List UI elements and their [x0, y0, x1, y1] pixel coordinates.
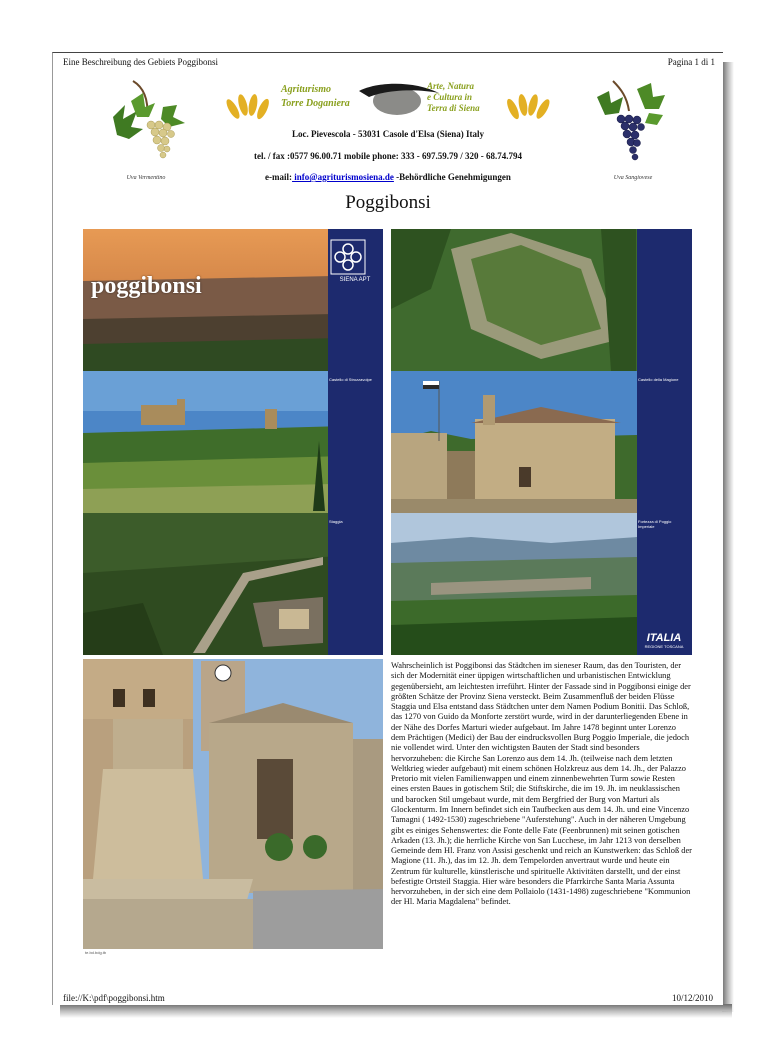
red-grape-caption: Uva Sangiovese [613, 175, 653, 181]
caption-staggia: Staggia [329, 519, 343, 524]
address-line: Loc. Pievescola - 53031 Casole d'Elsa (Siena) Italy [292, 129, 484, 139]
phone-line: tel. / fax :0577 96.00.71 mobile phone: 333 - 697.59.79 / 320 - 68.74.794 [254, 151, 522, 161]
caption-strozzavolpe: Castello di Strozzavolpe [329, 377, 372, 382]
page-shadow-right [722, 62, 734, 1012]
email-suffix: -Behördliche Genehmigungen [393, 172, 511, 182]
print-header-title: Eine Beschreibung des Gebiets Poggibonsi [63, 57, 218, 67]
page-shadow-bottom [60, 1004, 732, 1018]
slogan-line2: e Cultura in [427, 92, 473, 102]
brand-name-line2: Torre Doganiera [281, 98, 350, 109]
print-footer-date: 10/12/2010 [671, 993, 713, 1003]
caption-poggio-imperiale: Fortezza di Poggio Imperiale [638, 519, 672, 529]
description-text: Wahrscheinlich ist Poggibonsi das Städtchen im sieneser Raum, das den Touristen, der sich der Modernität einer üppigen wirtschaftlichen und urbanistischen Entwicklung gegenübersieht, am leichtesten irreführt. Hinter der Fassade sind in Poggibonsi einige der größten Schätze der Provinz Siena versteckt. Beim Zusammenfluß der beiden Flüsse Staggia und Elsa entstand dass Städtchen unter dem Namen Podium Bonitii. Das Schloß, das 1270 von Guido da Monforte zerstört wurde, wird in der darunterliegenden Ebene in der Nähe des Dorfes Marturi wieder aufgebaut. Im Jahre 1478 beginnt unter Lorenzo dem Prächtigen (Medici) der Bau der eindrucksvollen Burg Poggio Imperiale, die jedoch nie vollendet wird. Unter den wichtigsten Bauten der Stadt sind besonders hervorzuheben: die Kirche San Lorenzo aus dem 14. Jh. (teilweise nach dem letzten Weltkrieg wieder aufgebaut) mit einem schönen Holzkreuz aus dem 14. Jh., der Palazzo Pretorio mit vielen Familienwappen und einem zinnenbewehrten Turm sowie Resten eines ersten Baues in gotischem Stil; die Stiftskirche, die im 19. Jh. im neuklassischen und barocken Stil umgebaut wurde, mit dem Bergfried der Burg von Marturi als Glockenturm. Im Innern befindet sich ein Taufbecken aus dem 14. Jh. und eine Vincenzo Tamagni ( 1492-1530) zugeschriebene "Auferstehung". Auch in der näheren Umgebung gibt es einiges Sehenswertes: die Fonte delle Fate (Feenbrunnen) mit seinen gotischen Arkaden (13. Jh.); die herrliche Kirche von San Lucchese, im Jahr 1213 von derselben Gemeinde dem Hl. Franz von Assisi geschenkt und reich an Kunstwerken: das Schloß der Magione (11. Jh.), das im 12. Jh. dem Tempelorden anvertraut wurde und heute ein Zentrum für kulturelle, künstlerische und spirituelle Aktivitäten darstellt, und der einst befestigte Ortsteil Staggia. Hier wäre besonders die Pfarrkirche Santa Maria Assunta hervorzuheben, in der sich eine dem Pollaiolo (1431-1498) zugeschriebene "Kommunion der Hl. Maria Magdalena" befindet. [391, 661, 692, 907]
italia-logo [639, 632, 689, 649]
siena-apt-icon [330, 239, 366, 275]
white-grape-caption: Uva Vermentino [126, 175, 166, 181]
email-link[interactable]: info@agriturismosiena.de [292, 172, 394, 182]
siena-apt-logo [330, 239, 380, 283]
italia-word: ITALIA [646, 632, 682, 644]
page-title: Poggibonsi [345, 192, 431, 213]
photo-poggio-imperiale [391, 513, 692, 655]
photo-credit: te.bd.bdg.tb [85, 950, 107, 955]
photo-strozzavolpe [83, 371, 383, 513]
slogan-line1: Arte, Natura [427, 81, 475, 91]
photo-aerial-fortress [391, 229, 692, 371]
caption-magione: Castello della Magione [638, 377, 679, 382]
print-header-page: Pagina 1 di 1 [667, 57, 715, 67]
document-page [52, 52, 723, 1005]
siena-apt-label: SIENA APT [339, 277, 371, 283]
photo-fountain-church [83, 659, 383, 949]
email-line [53, 172, 723, 182]
photo-poggibonsi-cover [83, 229, 383, 371]
slogan-line3: Terra di Siena [427, 103, 480, 113]
cover-title: poggibonsi [91, 273, 202, 299]
photo-magione [391, 371, 692, 513]
print-footer-url: file://K:\pdf\poggibonsi.htm [63, 993, 165, 1003]
photo-staggia [83, 513, 383, 655]
brand-name-line1: Agriturismo [281, 84, 332, 95]
regione-toscana-label: REGIONE TOSCANA [644, 644, 684, 649]
email-label: e-mail: [265, 172, 293, 182]
